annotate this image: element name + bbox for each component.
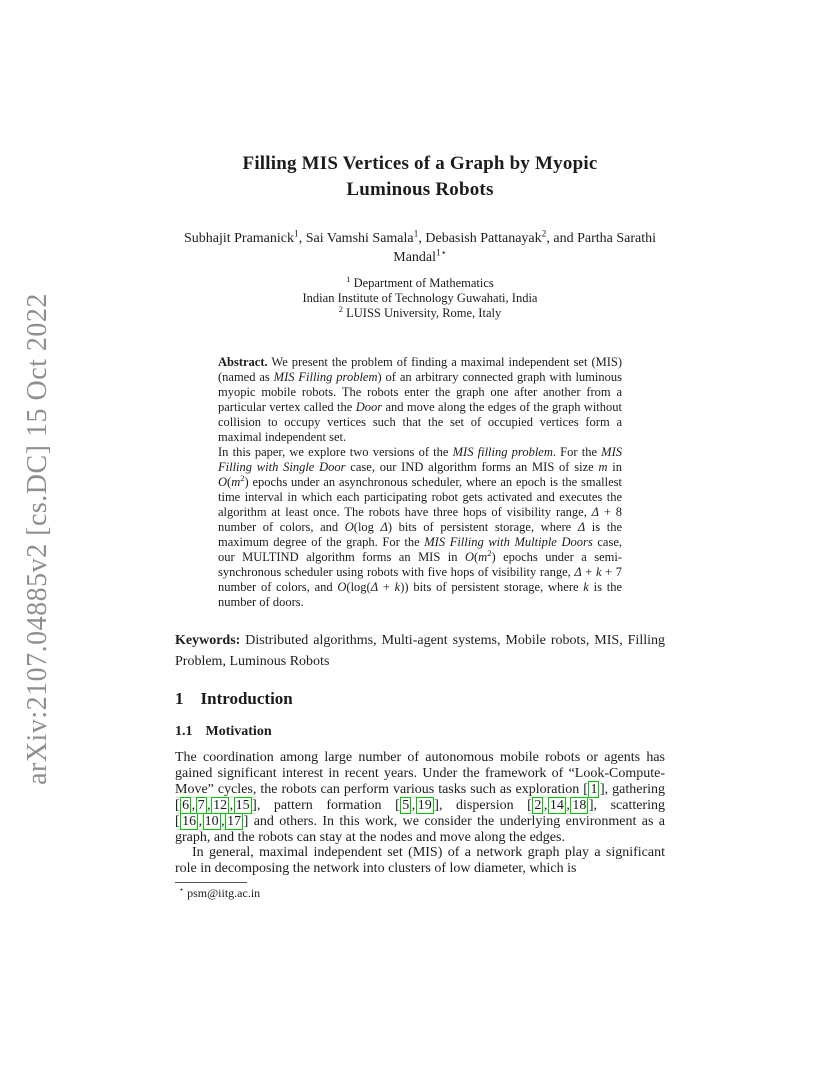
text-segment: in xyxy=(607,460,622,474)
text-segment: m xyxy=(478,550,488,564)
citation-link[interactable]: 1 xyxy=(590,781,598,797)
text-segment: MIS Filling problem xyxy=(273,370,378,384)
text-segment: m xyxy=(231,475,241,489)
citation-link[interactable]: 6 xyxy=(182,797,190,813)
footnote-email xyxy=(175,886,665,901)
text-segment: (log xyxy=(353,520,381,534)
text-segment: case, our MULTIND algorithm forms an MIS in xyxy=(218,535,622,564)
text-segment: In this paper, we explore two versions of the xyxy=(218,445,453,459)
text-segment: Δ xyxy=(574,565,582,579)
text-segment: Department of Mathematics xyxy=(350,276,494,290)
text-segment: Subhajit Pramanick xyxy=(183,231,294,246)
text-segment: , xyxy=(411,797,416,813)
abstract-paragraph xyxy=(218,355,622,445)
text-segment: O xyxy=(344,520,354,534)
text-segment: The coordination among large number of autonomous mobile robots or agents has gained significant interest in recent years. Under the framework of “Look-Compute-Move” cycles, the robots can perform various tasks such as exploration [ xyxy=(175,750,665,797)
affiliation-line xyxy=(175,303,665,321)
footnote-rule xyxy=(175,882,247,883)
text-segment: , xyxy=(543,797,548,813)
arxiv-watermark: arXiv:2107.04885v2 [cs.DC] 15 Oct 2022 xyxy=(22,293,53,785)
superscript: 1⋆ xyxy=(436,248,447,259)
text-segment: O xyxy=(464,550,474,564)
text-segment: , xyxy=(221,813,225,829)
text-segment: Keywords: xyxy=(175,633,241,648)
text-segment: is the number of doors. xyxy=(218,580,622,609)
text-segment: k xyxy=(394,580,401,594)
text-segment: MIS Filling with Single Door xyxy=(218,445,622,474)
text-segment: , xyxy=(191,797,196,813)
affiliation-line xyxy=(175,273,665,291)
text-segment: MIS filling problem xyxy=(452,445,553,459)
text-segment: k xyxy=(583,580,589,594)
text-segment: Δ xyxy=(380,520,388,534)
citation-link[interactable]: 15 xyxy=(235,797,250,813)
superscript: 2 xyxy=(240,472,245,483)
text-segment: + 7 number of colors, and xyxy=(218,565,622,594)
superscript: ⋆ xyxy=(179,885,185,895)
text-segment: (log( xyxy=(346,580,371,594)
citation-link[interactable]: 16 xyxy=(182,813,197,829)
text-segment: ) epochs under a semi-synchronous scheduler using robots with five hops of visibility range, xyxy=(218,550,622,579)
text-segment: In general, maximal independent set (MIS) of a network graph play a significant role in decomposing the network into clusters of low diameter, which is xyxy=(175,845,665,877)
text-segment: Δ xyxy=(370,580,379,594)
paper-title-line2: Luminous Robots xyxy=(346,179,494,200)
text-segment: , xyxy=(229,797,234,813)
citation-link[interactable]: 10 xyxy=(204,813,219,829)
text-segment: and move along the edges of the graph without collision to occupy vertices such that the set of occupied vertices form a maximal independent set. xyxy=(218,400,623,444)
text-segment: m xyxy=(598,460,608,474)
text-segment: ( xyxy=(227,475,232,489)
abstract-block xyxy=(218,355,622,610)
superscript: 1 xyxy=(413,229,419,240)
author-line xyxy=(175,229,665,267)
superscript: 1 xyxy=(294,229,299,240)
paper-title xyxy=(175,151,665,203)
abstract-paragraph xyxy=(218,445,622,610)
text-segment: ], dispersion [ xyxy=(434,797,532,813)
text-segment: Δ xyxy=(591,505,600,519)
citation-link[interactable]: 12 xyxy=(213,797,228,813)
text-segment: Distributed algorithms, Multi-agent systems, Mobile robots, MIS, Filling Problem, Luminous Robots xyxy=(175,633,665,669)
text-segment: Indian Institute of Technology Guwahati, India xyxy=(302,291,538,305)
text-segment: MIS Filling with Multiple Doors xyxy=(424,535,593,549)
text-segment: , xyxy=(566,797,570,813)
subsection-number: 1.1 xyxy=(175,724,193,739)
keywords-line xyxy=(175,630,665,672)
citation-link[interactable]: 19 xyxy=(417,797,432,813)
citation-link[interactable]: 2 xyxy=(534,797,542,813)
text-segment: We present the problem of finding a maximal independent set (MIS) (named as xyxy=(218,355,622,384)
text-segment: , xyxy=(207,797,211,813)
affiliation-line xyxy=(175,291,665,306)
text-segment: + xyxy=(581,565,596,579)
text-segment: O xyxy=(218,475,228,489)
text-segment: psm@iitg.ac.in xyxy=(184,886,261,901)
text-segment: ) epochs under an asynchronous scheduler, where an epoch is the smallest time interval in which each participating robot gets activated and executes the algorithm at least once. The robots have three hops of visibility range, xyxy=(218,475,622,519)
body-paragraph xyxy=(175,845,665,877)
text-segment: . For the xyxy=(552,445,602,459)
section-number: 1 xyxy=(175,689,184,708)
text-segment: , and Partha Sarathi Mandal xyxy=(393,231,657,265)
text-segment: ) bits of persistent storage, where xyxy=(387,520,578,534)
paper-title-line1: Filling MIS Vertices of a Graph by Myopic xyxy=(242,153,598,174)
section-heading-introduction xyxy=(175,688,665,710)
text-segment: k xyxy=(595,565,602,579)
text-segment: ( xyxy=(474,550,479,564)
superscript: 2 xyxy=(487,547,492,558)
text-segment: )) bits of persistent storage, where xyxy=(400,580,584,594)
text-segment: ] and others. In this work, we consider the underlying environment as a graph, and the robots can stay at the nodes and move along the edges. xyxy=(175,813,665,845)
text-segment: Abstract. xyxy=(218,355,268,369)
text-segment: LUISS University, Rome, Italy xyxy=(343,306,502,320)
citation-link[interactable]: 5 xyxy=(402,797,410,813)
text-segment: , Debasish Pattanayak xyxy=(418,231,542,246)
text-segment: ) of an arbitrary connected graph with luminous myopic mobile robots. The robots enter the graph one after another from a particular vertex called the xyxy=(218,370,622,414)
footnote-block xyxy=(175,882,665,901)
section-title: Introduction xyxy=(200,689,293,708)
body-paragraph xyxy=(175,750,665,845)
text-segment: , xyxy=(198,813,203,829)
text-segment: , Sai Vamshi Samala xyxy=(298,231,414,246)
superscript: 2 xyxy=(338,303,344,314)
citation-link[interactable]: 7 xyxy=(197,797,205,813)
text-segment: ], pattern formation [ xyxy=(252,797,400,813)
citation-link[interactable]: 18 xyxy=(572,797,587,813)
text-segment: ], scattering [ xyxy=(175,797,665,829)
text-segment: O xyxy=(337,580,347,594)
citation-link[interactable]: 17 xyxy=(227,813,242,829)
subsection-heading-motivation xyxy=(175,722,665,741)
text-segment: ], gathering [ xyxy=(175,781,666,813)
superscript: 2 xyxy=(541,229,547,240)
subsection-title: Motivation xyxy=(205,724,272,739)
text-segment: Δ xyxy=(577,520,586,534)
affiliations-block xyxy=(175,273,665,321)
citation-link[interactable]: 14 xyxy=(549,797,564,813)
paper-first-page xyxy=(175,0,665,901)
superscript: 1 xyxy=(346,273,351,284)
text-segment: + 8 number of colors, and xyxy=(218,505,622,534)
text-segment: + xyxy=(378,580,395,594)
text-segment: Door xyxy=(355,400,383,414)
text-segment: is the maximum degree of the graph. For the xyxy=(218,520,622,549)
text-segment: case, our IND algorithm forms an MIS of size xyxy=(345,460,599,474)
